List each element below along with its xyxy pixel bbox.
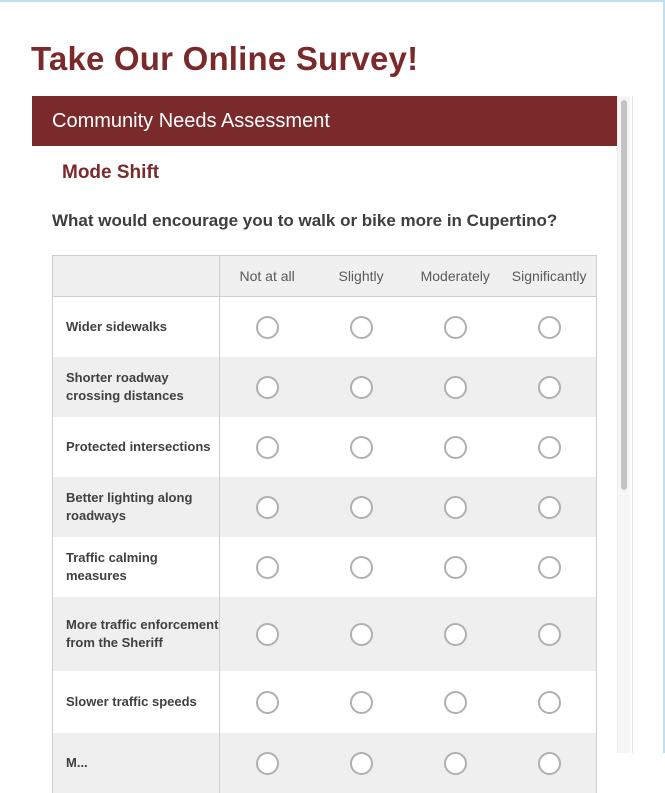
question-text: What would encourage you to walk or bike more in Cupertino? [52,211,558,230]
option-cell [408,733,502,793]
radio-button-not-at-all[interactable] [256,556,279,579]
radio-button-not-at-all[interactable] [256,496,279,519]
option-cell [408,417,502,477]
option-cell [502,671,596,733]
option-cell [220,297,314,358]
radio-button-slightly[interactable] [350,376,373,399]
option-cell [314,597,408,671]
radio-button-moderately[interactable] [444,623,467,646]
radio-button-moderately[interactable] [444,316,467,339]
radio-button-not-at-all[interactable] [256,752,279,775]
radio-button-not-at-all[interactable] [256,376,279,399]
section-title: Mode Shift [62,162,160,183]
radio-button-slightly[interactable] [350,752,373,775]
option-cell [502,297,596,358]
row-label: Shorter roadway crossing distances [53,357,220,417]
option-cell [220,733,314,793]
option-cell [502,357,596,417]
radio-button-slightly[interactable] [350,623,373,646]
radio-button-significantly[interactable] [538,316,561,339]
radio-button-significantly[interactable] [538,752,561,775]
radio-button-not-at-all[interactable] [256,316,279,339]
option-cell [408,297,502,358]
column-header-moderately: Moderately [408,256,502,297]
option-cell [502,477,596,537]
radio-button-moderately[interactable] [444,752,467,775]
survey-frame [32,96,633,770]
row-label: More traffic enforcement from the Sheriff [53,597,220,671]
table-row [53,357,597,417]
radio-button-not-at-all[interactable] [256,623,279,646]
radio-button-significantly[interactable] [538,623,561,646]
survey-header: Community Needs Assessment [32,96,617,146]
vertical-scrollbar[interactable] [617,96,630,753]
option-cell [314,477,408,537]
option-cell [502,537,596,597]
radio-button-slightly[interactable] [350,496,373,519]
option-cell [314,297,408,358]
option-cell [408,597,502,671]
radio-button-significantly[interactable] [538,436,561,459]
radio-button-slightly[interactable] [350,556,373,579]
grid-header-row [53,256,597,297]
table-row [53,537,597,597]
radio-button-significantly[interactable] [538,376,561,399]
radio-button-slightly[interactable] [350,436,373,459]
row-label: Protected intersections [53,417,220,477]
radio-button-moderately[interactable] [444,436,467,459]
option-cell [502,733,596,793]
row-label: Wider sidewalks [53,297,220,358]
column-header-not-at-all: Not at all [220,256,314,297]
radio-button-slightly[interactable] [350,691,373,714]
option-cell [314,671,408,733]
table-row [53,297,597,358]
option-cell [314,537,408,597]
radio-button-moderately[interactable] [444,556,467,579]
option-cell [314,733,408,793]
radio-button-significantly[interactable] [538,691,561,714]
option-cell [502,417,596,477]
option-cell [220,537,314,597]
radio-button-not-at-all[interactable] [256,691,279,714]
option-cell [220,671,314,733]
option-cell [314,357,408,417]
row-label: Traffic calming measures [53,537,220,597]
row-label: M... [53,733,220,793]
row-label: Better lighting along roadways [53,477,220,537]
option-cell [220,597,314,671]
table-row [53,671,597,733]
option-cell [220,417,314,477]
column-header-significantly: Significantly [502,256,596,297]
table-row [53,417,597,477]
table-row [53,597,597,671]
scrollbar-thumb[interactable] [621,100,627,490]
option-cell [220,477,314,537]
table-row [53,477,597,537]
radio-button-significantly[interactable] [538,556,561,579]
row-label: Slower traffic speeds [53,671,220,733]
option-cell [408,477,502,537]
option-cell [408,357,502,417]
option-cell [314,417,408,477]
option-cell [408,671,502,733]
option-cell [502,597,596,671]
page-title: Take Our Online Survey! [31,40,419,77]
radio-button-not-at-all[interactable] [256,436,279,459]
radio-button-slightly[interactable] [350,316,373,339]
option-cell [408,537,502,597]
radio-button-moderately[interactable] [444,496,467,519]
radio-button-moderately[interactable] [444,691,467,714]
radio-button-significantly[interactable] [538,496,561,519]
table-row [53,733,597,793]
grid-corner-cell [53,256,220,297]
option-cell [220,357,314,417]
radio-button-moderately[interactable] [444,376,467,399]
column-header-slightly: Slightly [314,256,408,297]
likert-grid [52,255,597,793]
